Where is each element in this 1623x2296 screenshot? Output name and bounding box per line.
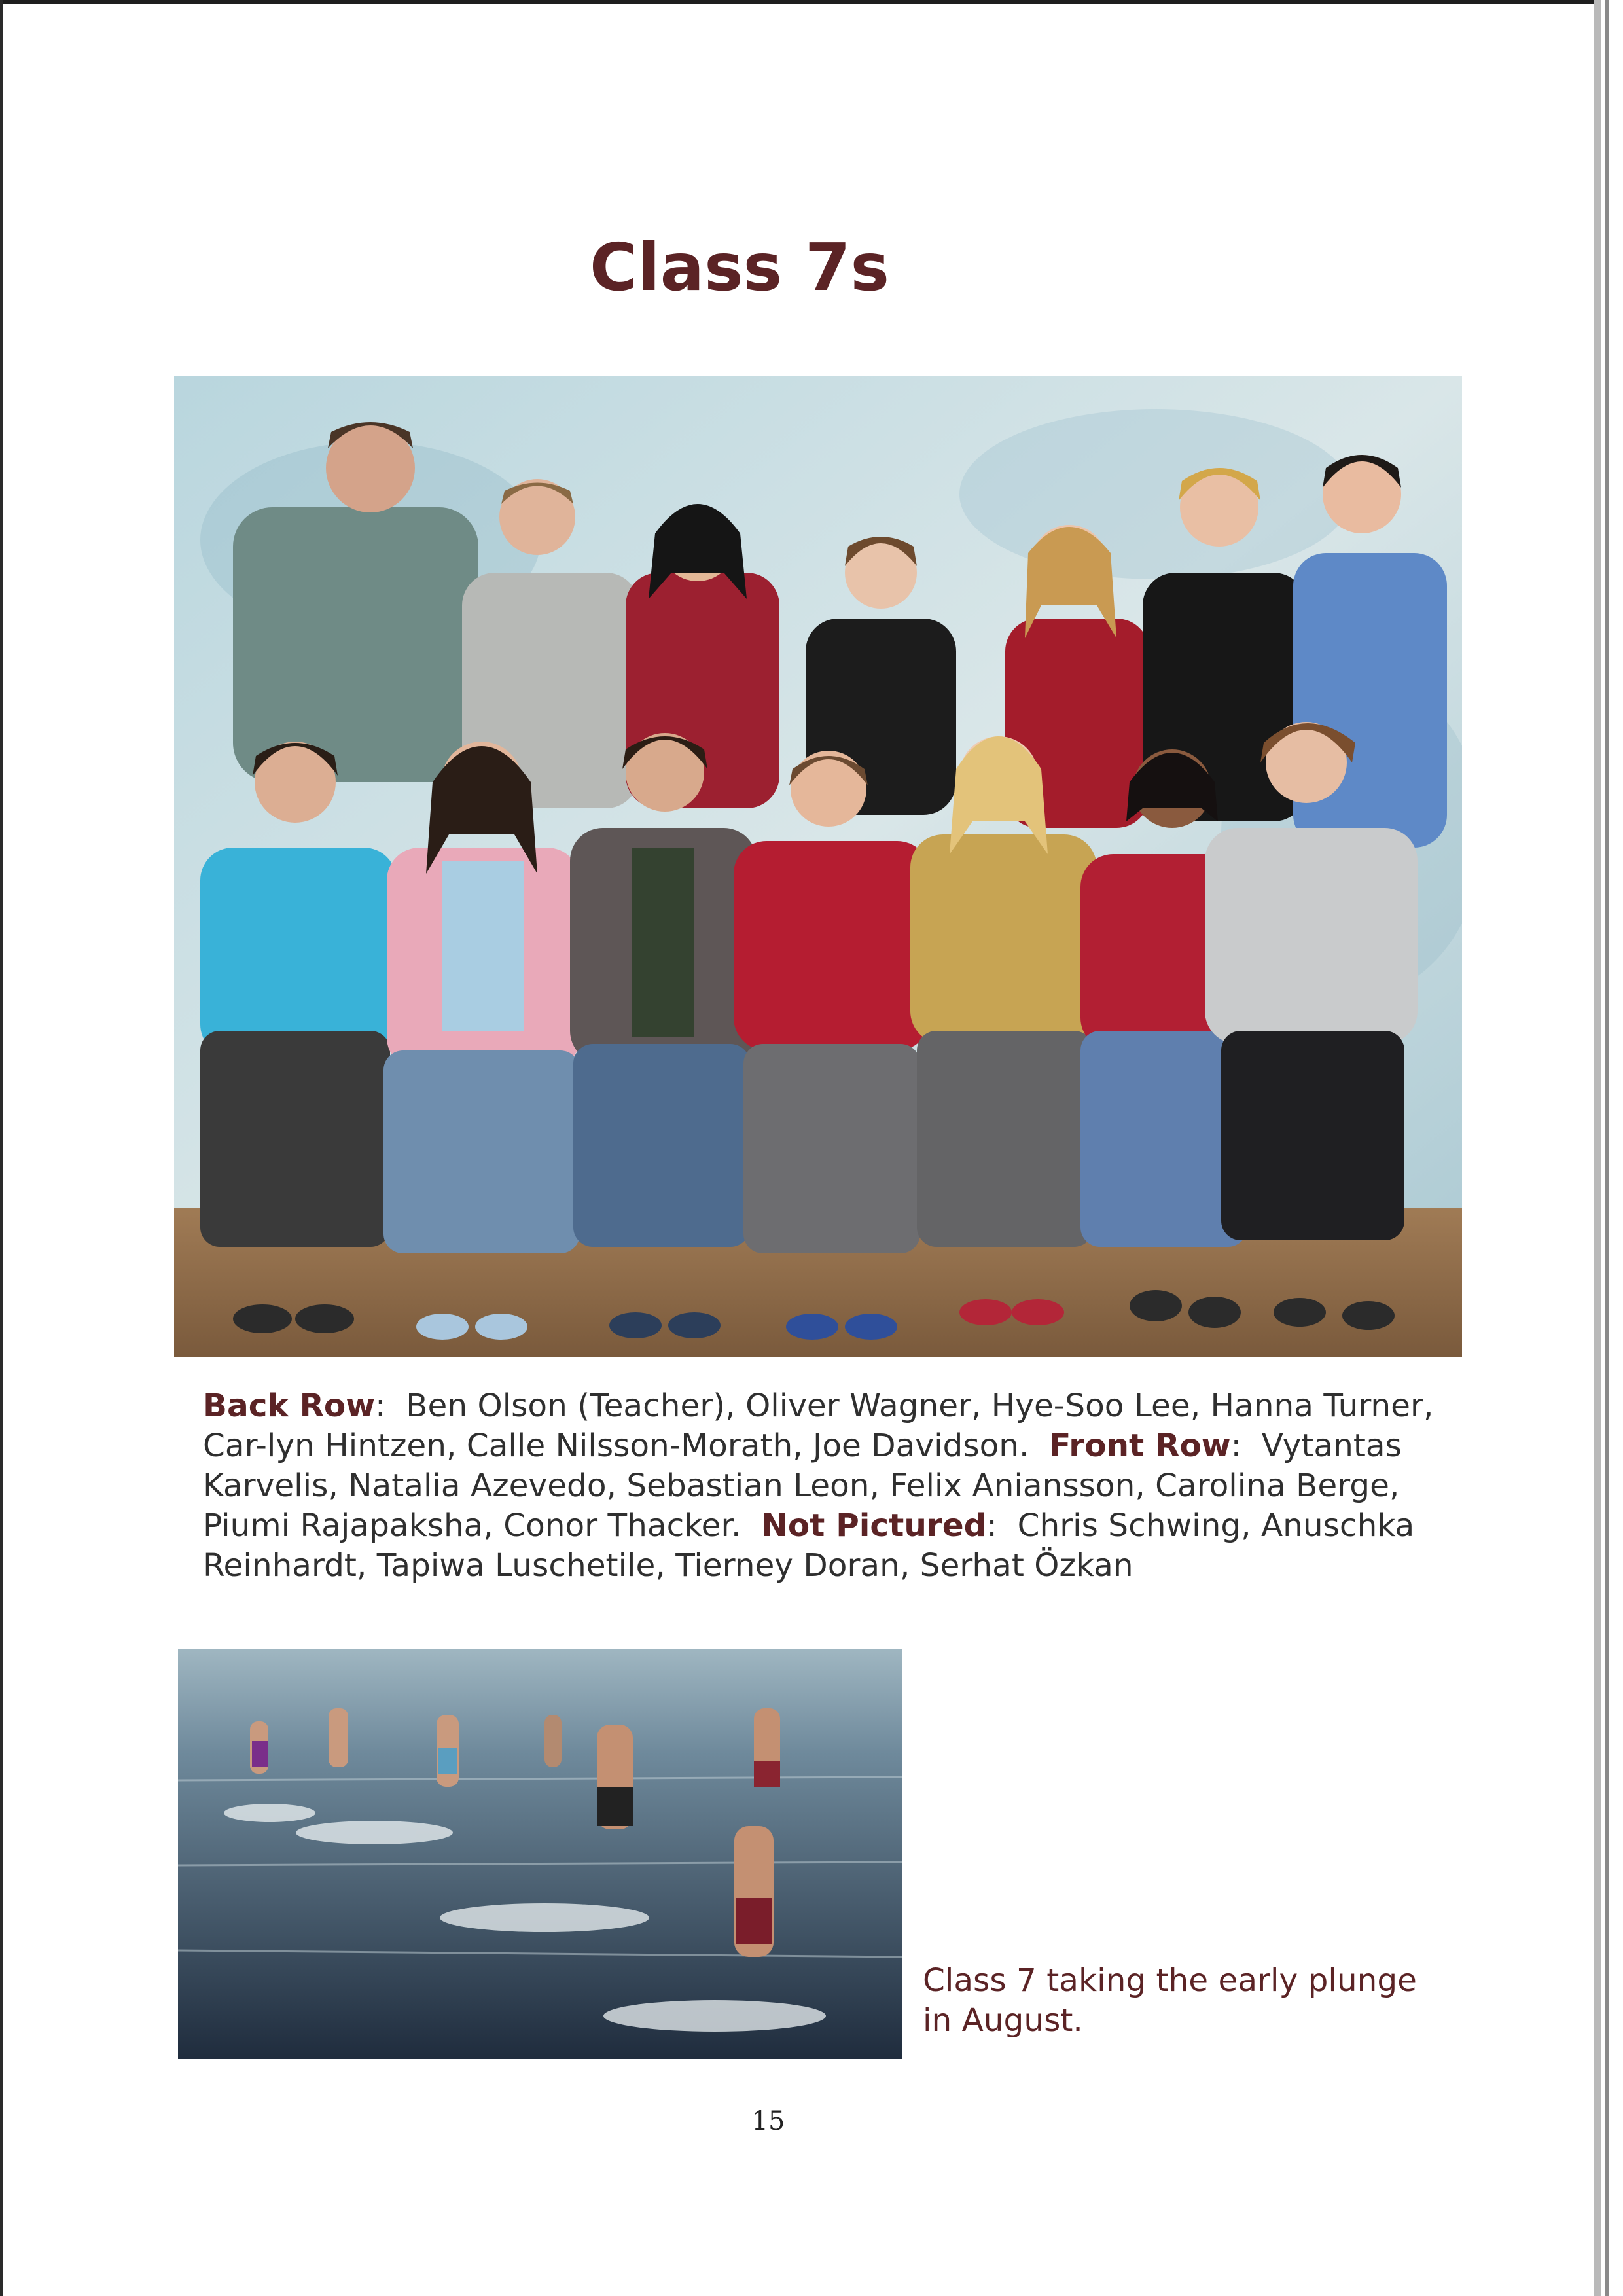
front-row-label: Front Row [1049, 1427, 1231, 1464]
front-row-names: Vytantas Karvelis, Natalia Azevedo, Sebastian Leon, Felix Aniansson, Carolina Berge, Piumi Rajapaksha, Conor Thacker. [203, 1427, 1402, 1544]
scan-edge-right [1594, 0, 1601, 2296]
class-photo [174, 376, 1462, 1357]
plunge-photo-caption: Class 7 taking the early plunge in August. [923, 1962, 1417, 2039]
page-title: Class 7s [589, 229, 890, 306]
back-row-names: Ben Olson (Teacher), Oliver Wagner, Hye-Soo Lee, Hanna Turner, Car-lyn Hintzen, Calle Nilsson-Morath, Joe Davidson. [203, 1388, 1434, 1464]
scan-edge-top [0, 0, 1603, 4]
not-pictured-label: Not Pictured [761, 1507, 987, 1544]
plunge-photo [178, 1649, 902, 2059]
back-row-label: Back Row [203, 1388, 376, 1424]
scan-edge-left [0, 0, 3, 2296]
page-number: 15 [751, 2106, 785, 2136]
scan-edge-right-line [1605, 0, 1609, 2296]
not-pictured-names: Chris Schwing, Anuschka Reinhardt, Tapiwa Luschetile, Tierney Doran, Serhat Özkan [203, 1507, 1415, 1584]
class-photo-caption: Back Row: Ben Olson (Teacher), Oliver Wagner, Hye-Soo Lee, Hanna Turner, Car-lyn Hintzen, Calle Nilsson-Morath, Joe Davidson. Front Row: Vytantas Karvelis, Natalia Azevedo, Sebastian Leon, Felix Aniansson, Carolina Berge, Piumi Rajapaksha, Conor Thacker. Not Pictured: Chris Schwing, Anuschka Reinhardt, Tapiwa Luschetile, Tierney Doran, Serhat Özkan [203, 1388, 1434, 1584]
